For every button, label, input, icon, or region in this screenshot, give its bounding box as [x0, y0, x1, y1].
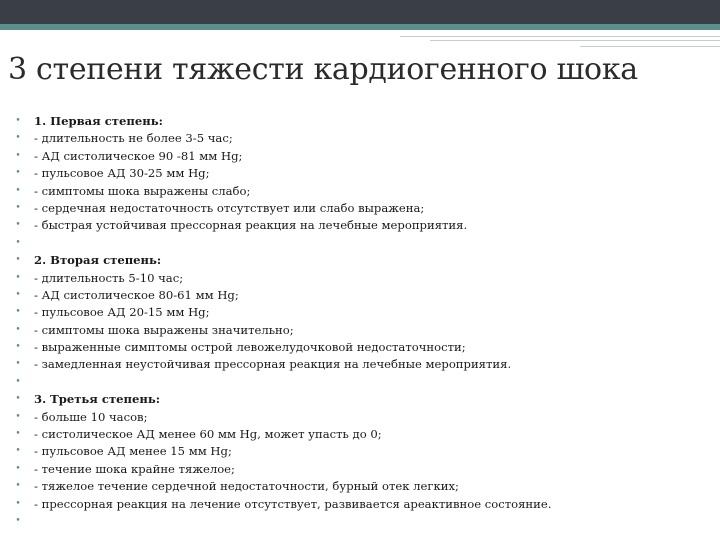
list-item — [14, 113, 714, 130]
bullet-icon: • — [15, 133, 21, 144]
list-item — [14, 391, 714, 408]
bullet-icon: • — [15, 255, 21, 266]
bullet-icon: • — [15, 324, 21, 335]
bullet-icon: • — [15, 150, 21, 161]
list-item — [14, 287, 714, 304]
list-item-text: - пульсовое АД 30-25 мм Hg; — [34, 166, 210, 181]
bullet-list — [14, 113, 714, 530]
bullet-icon: • — [15, 237, 21, 248]
bullet-icon: • — [15, 116, 21, 126]
list-item-text: - сердечная недостаточность отсутствует или слабо выражена; — [34, 200, 425, 215]
bullet-icon: • — [15, 220, 21, 231]
list-item-text: - течение шока крайне тяжелое; — [34, 461, 235, 476]
list-item — [14, 165, 714, 182]
list-item — [14, 200, 714, 217]
decorative-line — [430, 40, 720, 41]
list-item — [14, 513, 714, 530]
list-item-text: - пульсовое АД менее 15 мм Hg; — [34, 444, 232, 459]
bullet-icon: • — [15, 272, 21, 283]
bullet-icon: • — [15, 394, 21, 405]
list-item — [14, 374, 714, 391]
list-item — [14, 235, 714, 252]
list-item — [14, 304, 714, 321]
list-item-text: - систолическое АД менее 60 мм Hg, может упасть до 0; — [34, 427, 382, 442]
list-item — [14, 148, 714, 165]
list-item-text: - длительность не более 3-5 час; — [34, 131, 233, 146]
bullet-icon: • — [15, 411, 21, 422]
list-item-text: - больше 10 часов; — [34, 409, 148, 424]
bullet-icon: • — [15, 202, 21, 213]
bullet-icon: • — [15, 185, 21, 196]
bullet-icon: • — [15, 376, 21, 387]
list-item-text: - АД систолическое 90 -81 мм Hg; — [34, 148, 243, 163]
list-item — [14, 339, 714, 356]
list-item-text: - симптомы шока выражены слабо; — [34, 183, 251, 198]
list-item — [14, 130, 714, 147]
bullet-icon: • — [15, 429, 21, 440]
list-item-text: - симптомы шока выражены значительно; — [34, 322, 294, 337]
list-item — [14, 426, 714, 443]
list-item — [14, 252, 714, 269]
bullet-icon: • — [15, 168, 21, 179]
slide-title: 3 степени тяжести кардиогенного шока — [8, 52, 638, 87]
list-item-text: - пульсовое АД 20-15 мм Hg; — [34, 305, 210, 320]
bullet-icon: • — [15, 359, 21, 370]
list-item — [14, 443, 714, 460]
bullet-icon: • — [15, 446, 21, 457]
list-item — [14, 183, 714, 200]
bullet-icon: • — [15, 498, 21, 509]
section-heading: 1. Первая степень: — [34, 114, 163, 128]
list-item-text: - тяжелое течение сердечной недостаточности, бурный отек легких; — [34, 479, 459, 494]
section-heading: 3. Третья степень: — [34, 392, 161, 407]
list-item — [14, 270, 714, 287]
list-item-text: - быстрая устойчивая прессорная реакция на лечебные мероприятия. — [34, 218, 468, 233]
list-item — [14, 461, 714, 478]
list-item-text: - замедленная неустойчивая прессорная реакция на лечебные мероприятия. — [34, 357, 512, 372]
bullet-icon: • — [15, 342, 21, 353]
list-item-text: - прессорная реакция на лечение отсутствует, развивается ареактивное состояние. — [34, 496, 552, 511]
list-item — [14, 217, 714, 234]
list-item — [14, 322, 714, 339]
list-item-text: - АД систолическое 80-61 мм Hg; — [34, 287, 239, 302]
decorative-line — [400, 36, 720, 37]
list-item — [14, 409, 714, 426]
bullet-icon: • — [15, 481, 21, 492]
slide-top-bar — [0, 0, 720, 24]
decorative-line — [580, 46, 720, 47]
list-item — [14, 356, 714, 373]
bullet-icon: • — [15, 463, 21, 474]
bullet-icon: • — [15, 289, 21, 300]
list-item — [14, 496, 714, 513]
bullet-icon: • — [15, 307, 21, 318]
bullet-icon: • — [15, 515, 21, 526]
list-item — [14, 478, 714, 495]
list-item-text: - длительность 5-10 час; — [34, 270, 184, 285]
list-item-text: - выраженные симптомы острой левожелудочковой недостаточности; — [34, 340, 466, 355]
section-heading: 2. Вторая степень: — [34, 253, 162, 268]
